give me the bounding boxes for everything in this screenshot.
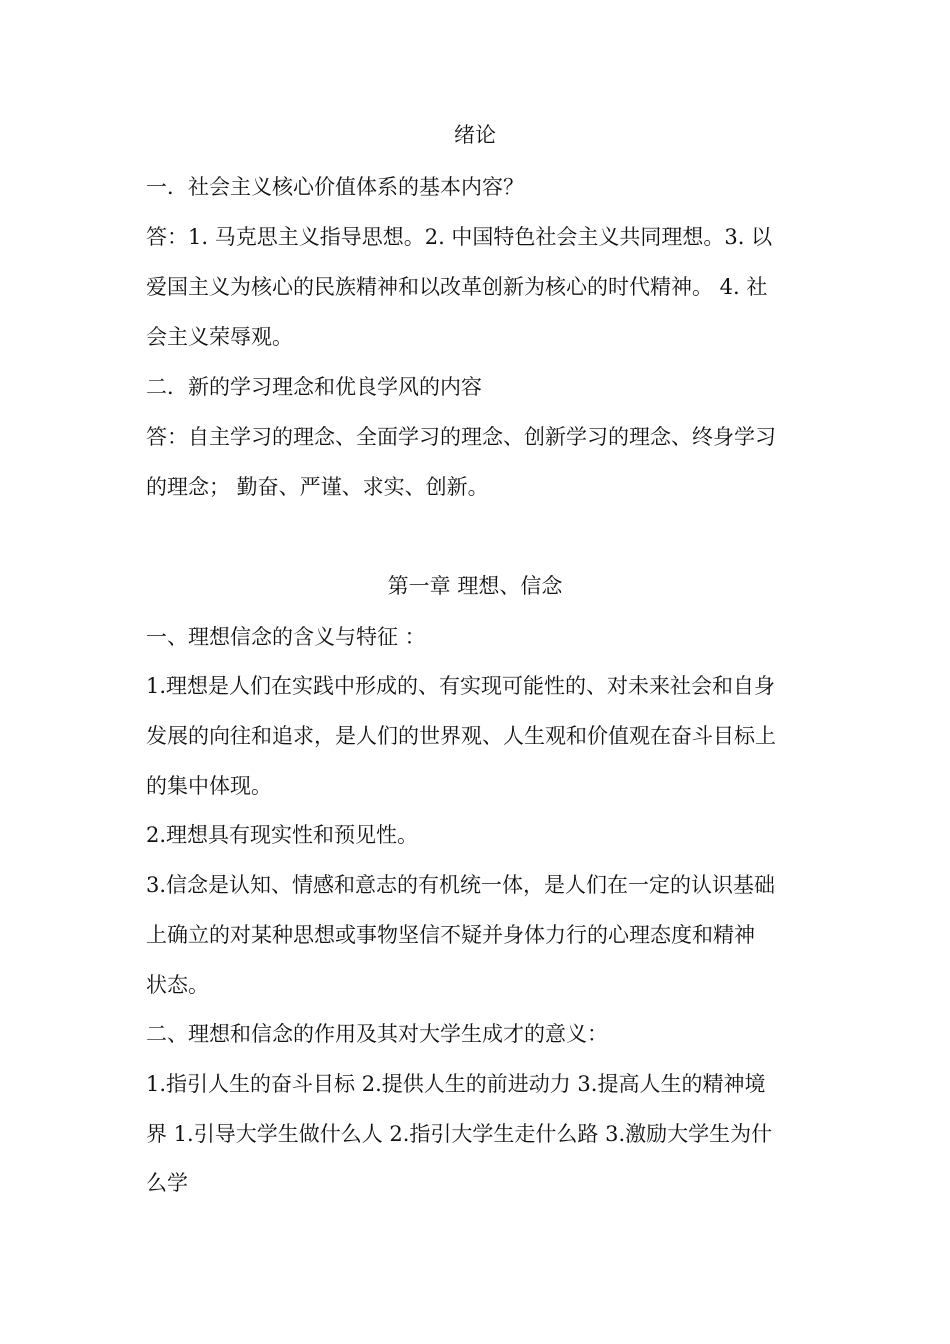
paragraph-3-line-2: 上确立的对某种思想或事物坚信不疑并身体力行的心理态度和精神 (146, 923, 755, 947)
question-1: 一．社会主义核心价值体系的基本内容？ (146, 175, 524, 199)
question-2: 二．新的学习理念和优良学风的内容 (146, 375, 482, 399)
paragraph-4-line-1: 1.指引人生的奋斗目标 2.提供人生的前进动力 3.提高人生的精神境 (146, 1072, 766, 1096)
section-2-heading: 二、理想和信念的作用及其对大学生成才的意义： (146, 1022, 608, 1046)
paragraph-1-line-3: 的集中体现。 (146, 774, 272, 798)
answer-1-line-1: 答：1. 马克思主义指导思想。2. 中国特色社会主义共同理想。3. 以 (146, 225, 773, 249)
paragraph-2: 2.理想具有现实性和预见性。 (146, 823, 419, 847)
paragraph-4-line-3: 么学 (146, 1171, 188, 1195)
paragraph-1-line-2: 发展的向往和追求，是人们的世界观、人生观和价值观在奋斗目标上 (146, 724, 776, 748)
intro-title: 绪论 (454, 123, 496, 147)
answer-2-line-2: 的理念； 勤奋、严谨、求实、创新。 (146, 475, 489, 499)
paragraph-4-line-2: 界 1.引导大学生做什么人 2.指引大学生走什么路 3.激励大学生为什 (146, 1122, 773, 1146)
answer-1-line-3: 会主义荣辱观。 (146, 325, 293, 349)
chapter-1-title: 第一章 理想、信念 (387, 574, 563, 598)
paragraph-3-line-1: 3.信念是认知、情感和意志的有机统一体，是人们在一定的认识基础 (146, 873, 776, 897)
answer-2-line-1: 答：自主学习的理念、全面学习的理念、创新学习的理念、终身学习 (146, 425, 776, 449)
section-1-heading: 一、理想信念的含义与特征 ： (146, 625, 426, 649)
answer-1-line-2: 爱国主义为核心的民族精神和以改革创新为核心的时代精神。 4. 社 (146, 275, 768, 299)
paragraph-3-line-3: 状态。 (146, 973, 209, 997)
paragraph-1-line-1: 1.理想是人们在实践中形成的、有实现可能性的、对未来社会和自身 (146, 674, 776, 698)
